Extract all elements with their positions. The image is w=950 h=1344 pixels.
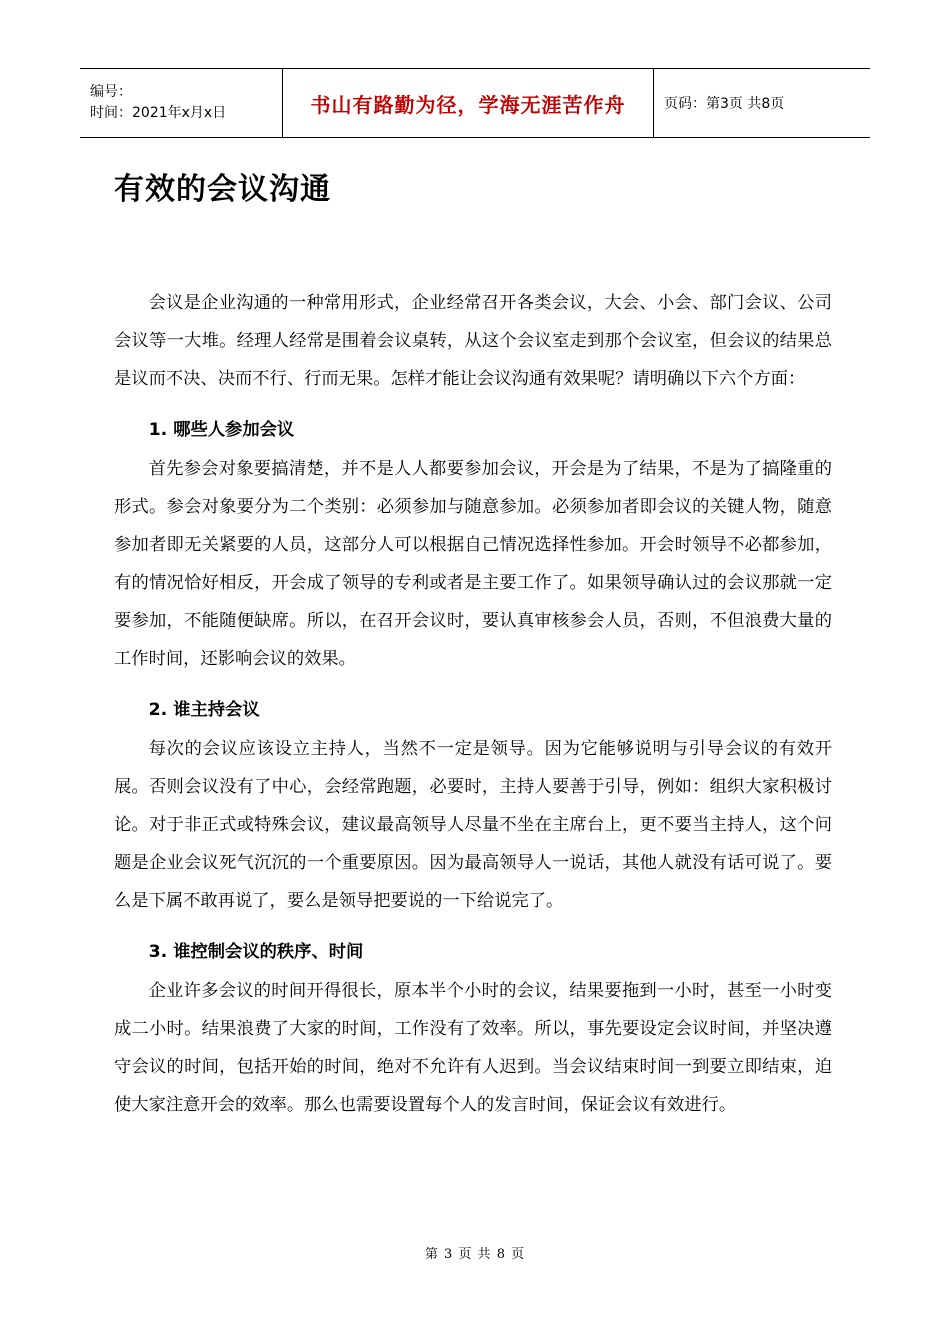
section-heading: 1. 哪些人参加会议 [148, 420, 295, 440]
header-info [80, 69, 282, 137]
document-number-label: 编号： [90, 84, 132, 100]
document-time-label: 时间：2021年x月x日 [90, 105, 227, 121]
section-heading: 3. 谁控制会议的秩序、时间 [148, 942, 364, 962]
header-page-code: 页码：第3页 共8页 [664, 96, 785, 112]
document-body [114, 284, 832, 1124]
page-header [80, 68, 870, 138]
intro-paragraph: 会议是企业沟通的一种常用形式，企业经常召开各类会议，大会、小会、部门会议、公司会议等一大堆。经理人经常是围着会议桌转，从这个会议室走到那个会议室，但会议的结果总是议而不决、决而不行、行而无果。怎样才能让会议沟通有效果呢？请明确以下六个方面： [114, 293, 832, 389]
header-motto-cell [282, 69, 654, 137]
header-page-code-cell [654, 69, 870, 137]
section-paragraph: 首先参会对象要搞清楚，并不是人人都要参加会议，开会是为了结果，不是为了搞隆重的形式。参会对象要分为二个类别：必须参加与随意参加。必须参加者即会议的关键人物，随意参加者即无关紧要的人员，这部分人可以根据自己情况选择性参加。开会时领导不必都参加，有的情况恰好相反，开会成了领导的专利或者是主要工作了。如果领导确认过的会议那就一定要参加，不能随便缺席。所以，在召开会议时，要认真审核参会人员，否则，不但浪费大量的工作时间，还影响会议的效果。 [114, 459, 832, 669]
page-footer: 第 3 页 共 8 页 [424, 1247, 526, 1262]
section-paragraph: 企业许多会议的时间开得很长，原本半个小时的会议，结果要拖到一小时，甚至一小时变成二小时。结果浪费了大家的时间，工作没有了效率。所以，事先要设定会议时间，并坚决遵守会议的时间，包括开始的时间，绝对不允许有人迟到。当会议结束时间一到要立即结束，迫使大家注意开会的效率。那么也需要设置每个人的发言时间，保证会议有效进行。 [114, 981, 832, 1115]
section-paragraph: 每次的会议应该设立主持人，当然不一定是领导。因为它能够说明与引导会议的有效开展。否则会议没有了中心，会经常跑题，必要时，主持人要善于引导，例如：组织大家积极讨论。对于非正式或特殊会议，建议最高领导人尽量不坐在主席台上，更不要当主持人，这个问题是企业会议死气沉沉的一个重要原因。因为最高领导人一说话，其他人就没有话可说了。要么是下属不敢再说了，要么是领导把要说的一下给说完了。 [114, 739, 832, 911]
document-title: 有效的会议沟通 [114, 172, 331, 207]
header-motto: 书山有路勤为径，学海无涯苦作舟 [310, 92, 626, 117]
section-heading: 2. 谁主持会议 [148, 700, 260, 720]
